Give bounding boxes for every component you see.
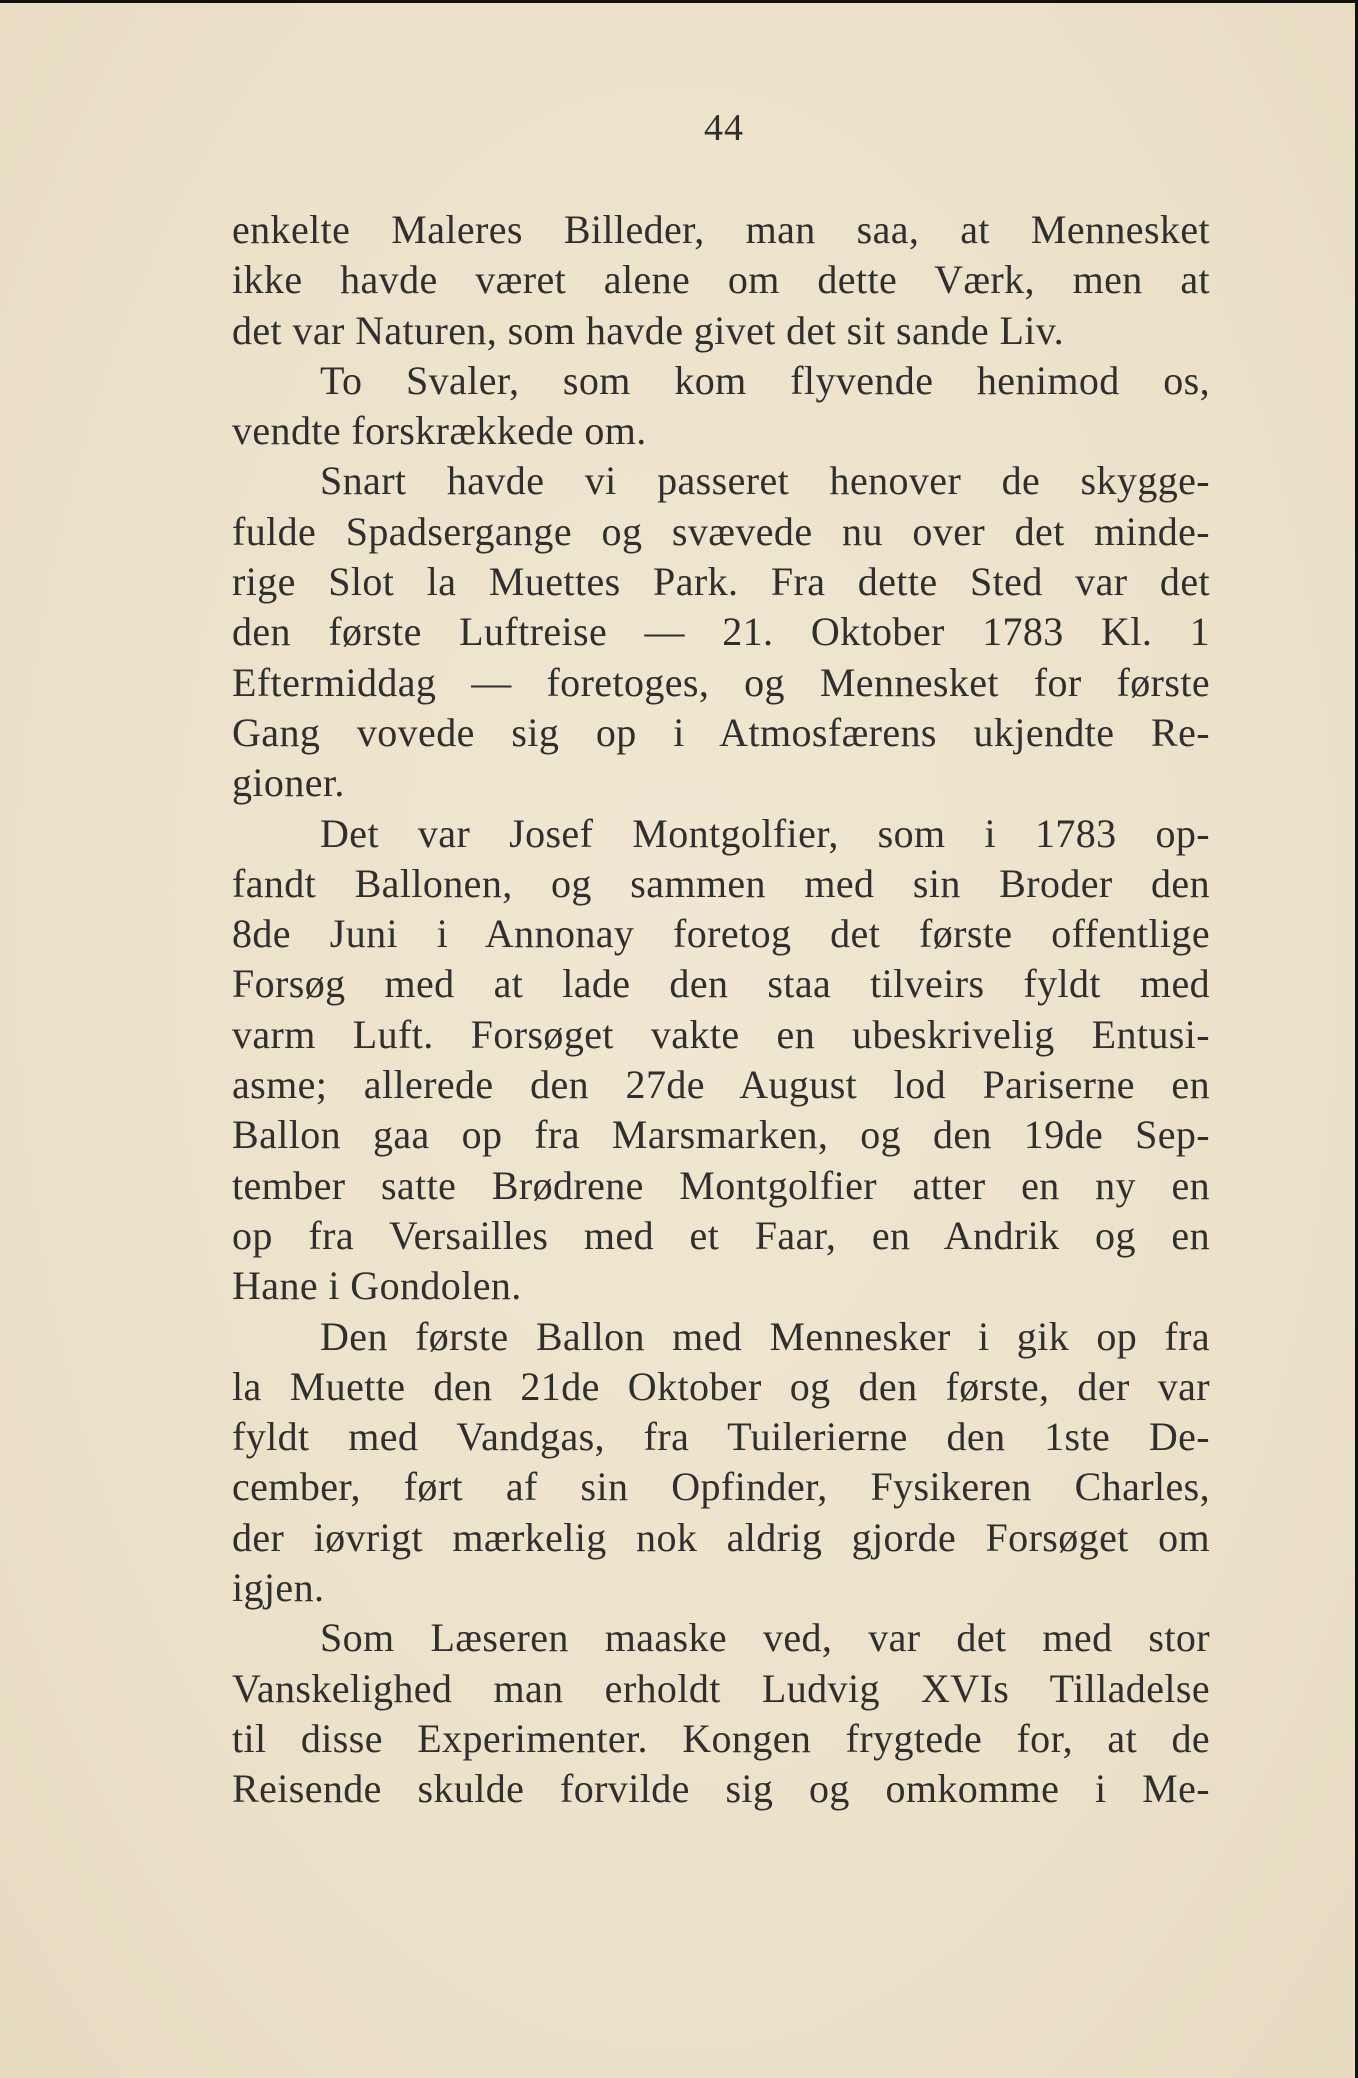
text-line: la Muette den 21de Oktober og den første, der var [232,1363,1210,1409]
text-line: der iøvrigt mærkelig nok aldrig gjorde Forsøget om [232,1514,1210,1560]
text-line: rige Slot la Muettes Park. Fra dette Sted var det [232,559,1210,605]
text-line: den første Luftreise — 21. Oktober 1783 Kl. 1 [232,609,1210,655]
text-line: til disse Experimenter. Kongen frygtede for, at de [232,1715,1210,1761]
text-line: fyldt med Vandgas, fra Tuilerierne den 1ste De- [232,1414,1210,1460]
text-line: ikke havde været alene om dette Værk, men at [232,257,1210,303]
text-line: fandt Ballonen, og sammen med sin Broder den [232,860,1210,906]
text-line: varm Luft. Forsøget vakte en ubeskrivelig Entusi- [232,1011,1210,1057]
text-line: Forsøg med at lade den staa tilveirs fyldt med [232,961,1210,1007]
text-line: Hane i Gondolen. [232,1263,522,1309]
text-line: Ballon gaa op fra Marsmarken, og den 19de Sep- [232,1112,1210,1158]
text-line: To Svaler, som kom flyvende henimod os, [320,357,1210,403]
text-line: tember satte Brødrene Montgolfier atter en ny en [232,1162,1210,1208]
text-line: 8de Juni i Annonay foretog det første offentlige [232,911,1210,957]
body-text [232,205,1210,1815]
text-line: Reisende skulde forvilde sig og omkomme i Me- [232,1766,1210,1812]
text-line: vendte forskrækkede om. [232,408,647,454]
text-line: Gang vovede sig op i Atmosfærens ukjendte Re- [232,709,1210,755]
page-number: 44 [704,107,744,149]
text-line: Eftermiddag — foretoges, og Mennesket for første [232,659,1210,705]
text-line: det var Naturen, som havde givet det sit sande Liv. [232,307,1065,353]
text-line: op fra Versailles med et Faar, en Andrik og en [232,1212,1210,1258]
text-line: asme; allerede den 27de August lod Pariserne en [232,1062,1210,1108]
text-line: cember, ført af sin Opfinder, Fysikeren Charles, [232,1464,1210,1510]
text-line: Som Læseren maaske ved, var det med stor [320,1615,1210,1661]
text-line: gioner. [232,760,345,806]
text-line: igjen. [232,1565,325,1611]
text-line: fulde Spadsergange og svævede nu over det minde- [232,508,1210,554]
text-line: Snart havde vi passeret henover de skygge- [320,458,1210,504]
text-line: Den første Ballon med Mennesker i gik op fra [320,1313,1210,1359]
text-line: Det var Josef Montgolfier, som i 1783 op- [320,810,1210,856]
text-line: enkelte Maleres Billeder, man saa, at Mennesket [232,207,1210,252]
text-line: Vanskelighed man erholdt Ludvig XVIs Tilladelse [232,1665,1210,1711]
